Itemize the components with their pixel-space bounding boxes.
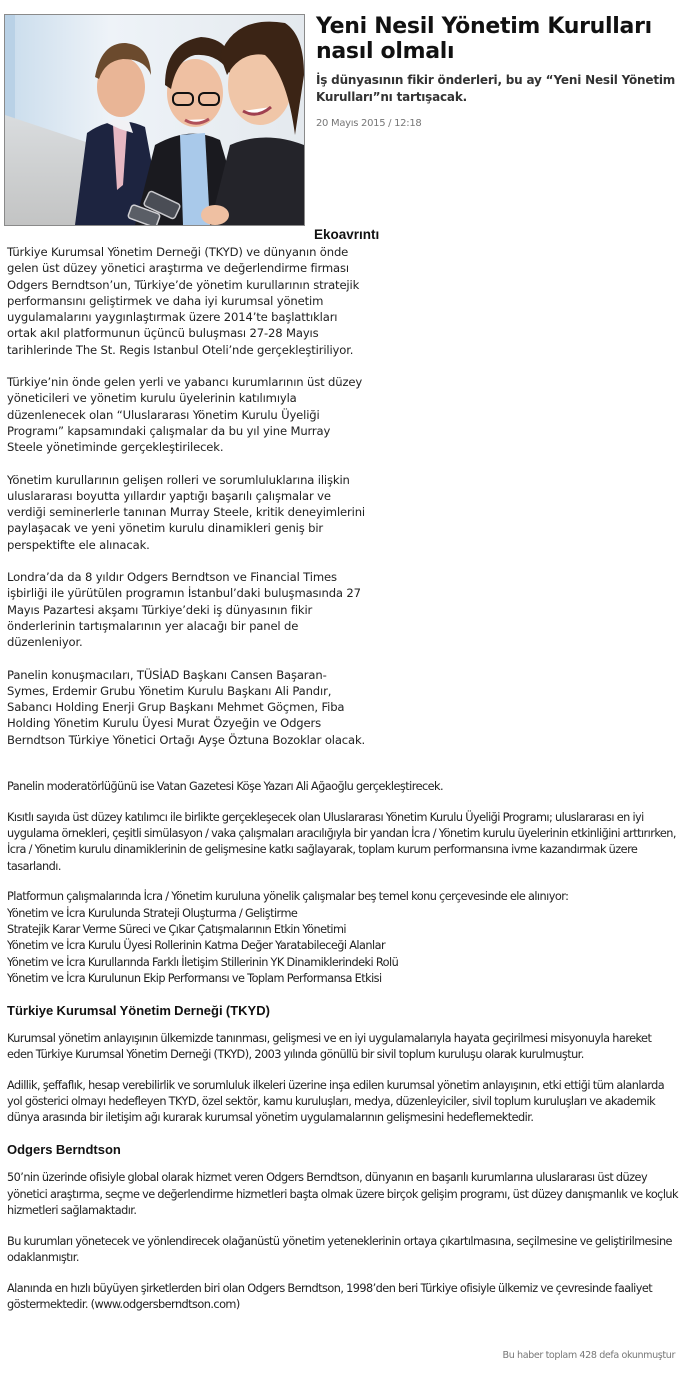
body-paragraph: Panelin konuşmacıları, TÜSİAD Başkanı Cansen Başaran-Symes, Erdemir Grubu Yönetim Kurulu Başkanı Ali Pandır, Sabancı Holding Enerji Grup Başkanı Mehmet Göçmen, Fiba Holding Yönetim Kurulu Üyesi Murat Özyeğin ve Odgers Berndtson Türkiye Yönetici Ortağı Ayşe Öztuna Bozoklar olacak. [7, 667, 366, 747]
topics-list [7, 906, 679, 987]
topic-item: Yönetim ve İcra Kurulu Üyesi Rollerinin Katma Değer Yaratabileceği Alanlar [7, 939, 386, 953]
people-photo-illustration [5, 15, 304, 225]
article-headline: Yeni Nesil Yönetim Kurulları nasıl olmalı [316, 14, 652, 64]
topic-item: Yönetim ve İcra Kurulunun Ekip Performansı ve Toplam Performansa Etkisi [7, 971, 382, 985]
article-subtitle: İş dünyasının fikir önderleri, bu ay “Yeni Nesil Yönetim Kurulları”nı tartışacak. [316, 73, 676, 104]
topic-item: Stratejik Karar Verme Süreci ve Çıkar Çatışmalarının Etkin Yönetimi [7, 923, 347, 937]
body-paragraph: Yönetim kurullarının gelişen rolleri ve sorumluluklarına ilişkin uluslararası boyutta yıllardır yaptığı başarılı çalışmalar ve verdiği seminerlerle tanınan Murray Steele, kritik deneyimlerini paylaşacak ve yeni yönetim kurulu dinamikleri geniş bir perspektifte ele alınacak. [7, 472, 365, 552]
section-heading-tkyd: Türkiye Kurumsal Yönetim Derneği (TKYD) [7, 1002, 270, 1018]
moderator-paragraph: Panelin moderatörlüğünü ise Vatan Gazetesi Köşe Yazarı Ali Ağaoğlu gerçekleştirecek. [7, 780, 444, 793]
tkyd-paragraph: Adillik, şeffaflık, hesap verebilirlik ve sorumluluk ilkeleri üzerine inşa edilen kurumsal yönetim anlayışının, etki ettiği tüm alanlarda yol gösterici olmayı hedefleyen TKYD, özel sektör, kamu kuruluşları, medya, düzenleyiciler, sivil toplum kuruluşları ve akademik dünya arasında bir iletişim ağı kurarak kurumsal yönetim uygulamalarının gelişmesini hedeflemektedir. [7, 1078, 665, 1125]
article-source: Ekoavrıntı [314, 227, 380, 242]
read-count: Bu haber toplam 428 defa okunmuştur [502, 1350, 675, 1361]
program-paragraph: Kısıtlı sayıda üst düzey katılımcı ile birlikte gerçekleşecek olan Uluslararası Yönetim Kurulu Üyeliği Programı; uluslararası en iyi uygulama örnekleri, çeşitli simülasyon / vaka çalışmaları aracılığıyla bir yandan İcra / Yönetim kurulu üyelerinin etkinliğini arttırırken, İcra / Yönetim kurulu dinamiklerinin de gelişmesine katkı sağlayarak, toplam kurum performansına ivme kazandırmak üzere tasarlandı. [7, 810, 676, 873]
odgers-paragraph: Bu kurumları yönetecek ve yönlendirecek olağanüstü yönetim yeteneklerinin ortaya çıkartılmasına, seçilmesine ve geliştirilmesine odaklanmıştır. [7, 1234, 672, 1264]
article-body-main [7, 779, 679, 1328]
section-heading-odgers: Odgers Berndtson [7, 1142, 121, 1158]
topics-intro: Platformun çalışmalarında İcra / Yönetim kuruluna yönelik çalışmalar beş temel konu çerçevesinde ele alınıyor: [7, 890, 569, 904]
publish-date: 20 Mayıs 2015 / 12:18 [316, 118, 422, 129]
topic-item: Yönetim ve İcra Kurullarında Farklı İletişim Stillerinin YK Dinamiklerindeki Rolü [7, 955, 399, 969]
tkyd-paragraph: Kurumsal yönetim anlayışının ülkemizde tanınması, gelişmesi ve en iyi uygulamalarıyla hayata geçirilmesi misyonuyla hareket eden Türkiye Kurumsal Yönetim Derneği (TKYD), 2003 yılında gönüllü bir sivil toplum kuruluşu olarak kurulmuştur. [7, 1031, 652, 1062]
body-paragraph: Türkiye’nin önde gelen yerli ve yabancı kurumlarının üst düzey yöneticileri ve yönetim kurulu üyelerinin katılımıyla düzenlenecek olan “Uluslararası Yönetim Kurulu Üyeliği Programı” kapsamındaki çalışmalar da bu yıl yine Murray Steele yönetiminde gerçekleştirilecek. [7, 375, 363, 455]
odgers-paragraph: 50’nin üzerinde ofisiyle global olarak hizmet veren Odgers Berndtson, dünyanın en başarılı kurumlarına uluslararası üst düzey yönetici araştırma, seçme ve değerlendirme hizmetleri başta olmak üzere birçok gelişim programı, üst düzey danışmanlık ve koçluk hizmetleri sağlamaktadır. [7, 1171, 679, 1217]
body-paragraph: Londra’da da 8 yıldır Odgers Berndtson ve Financial Times işbirliği ile yürütülen programın İstanbul’daki buluşmasında 27 Mayıs Pazartesi akşamı Türkiye’deki iş dünyasının fikir önderlerinin tartışmalarının yer alacağı bir panel de düzenleniyor. [7, 570, 361, 650]
article-body-intro [7, 244, 367, 764]
article-photo [4, 14, 305, 226]
topic-item: Yönetim ve İcra Kurulunda Strateji Oluşturma / Geliştirme [7, 906, 298, 920]
odgers-paragraph: Alanında en hızlı büyüyen şirketlerden biri olan Odgers Berndtson, 1998’den beri Türkiye ofisiyle ülkemiz ve çevresinde faaliyet göstermektedir. (www.odgersberndtson.com) [7, 1281, 653, 1312]
body-paragraph: Türkiye Kurumsal Yönetim Derneği (TKYD) ve dünyanın önde gelen üst düzey yönetici araştırma ve değerlendirme firması Odgers Berndtson’un, Türkiye’de yönetim kurullarının stratejik performansını geliştirmek ve daha iyi kurumsal yönetim uygulamalarını yaygınlaştırmak üzere 2014’te başlattıkları ortak akıl platformunun üçüncü buluşması 27-28 Mayıs tarihlerinde The St. Regis Istanbul Oteli’nde gerçekleştiriliyor. [7, 245, 360, 357]
